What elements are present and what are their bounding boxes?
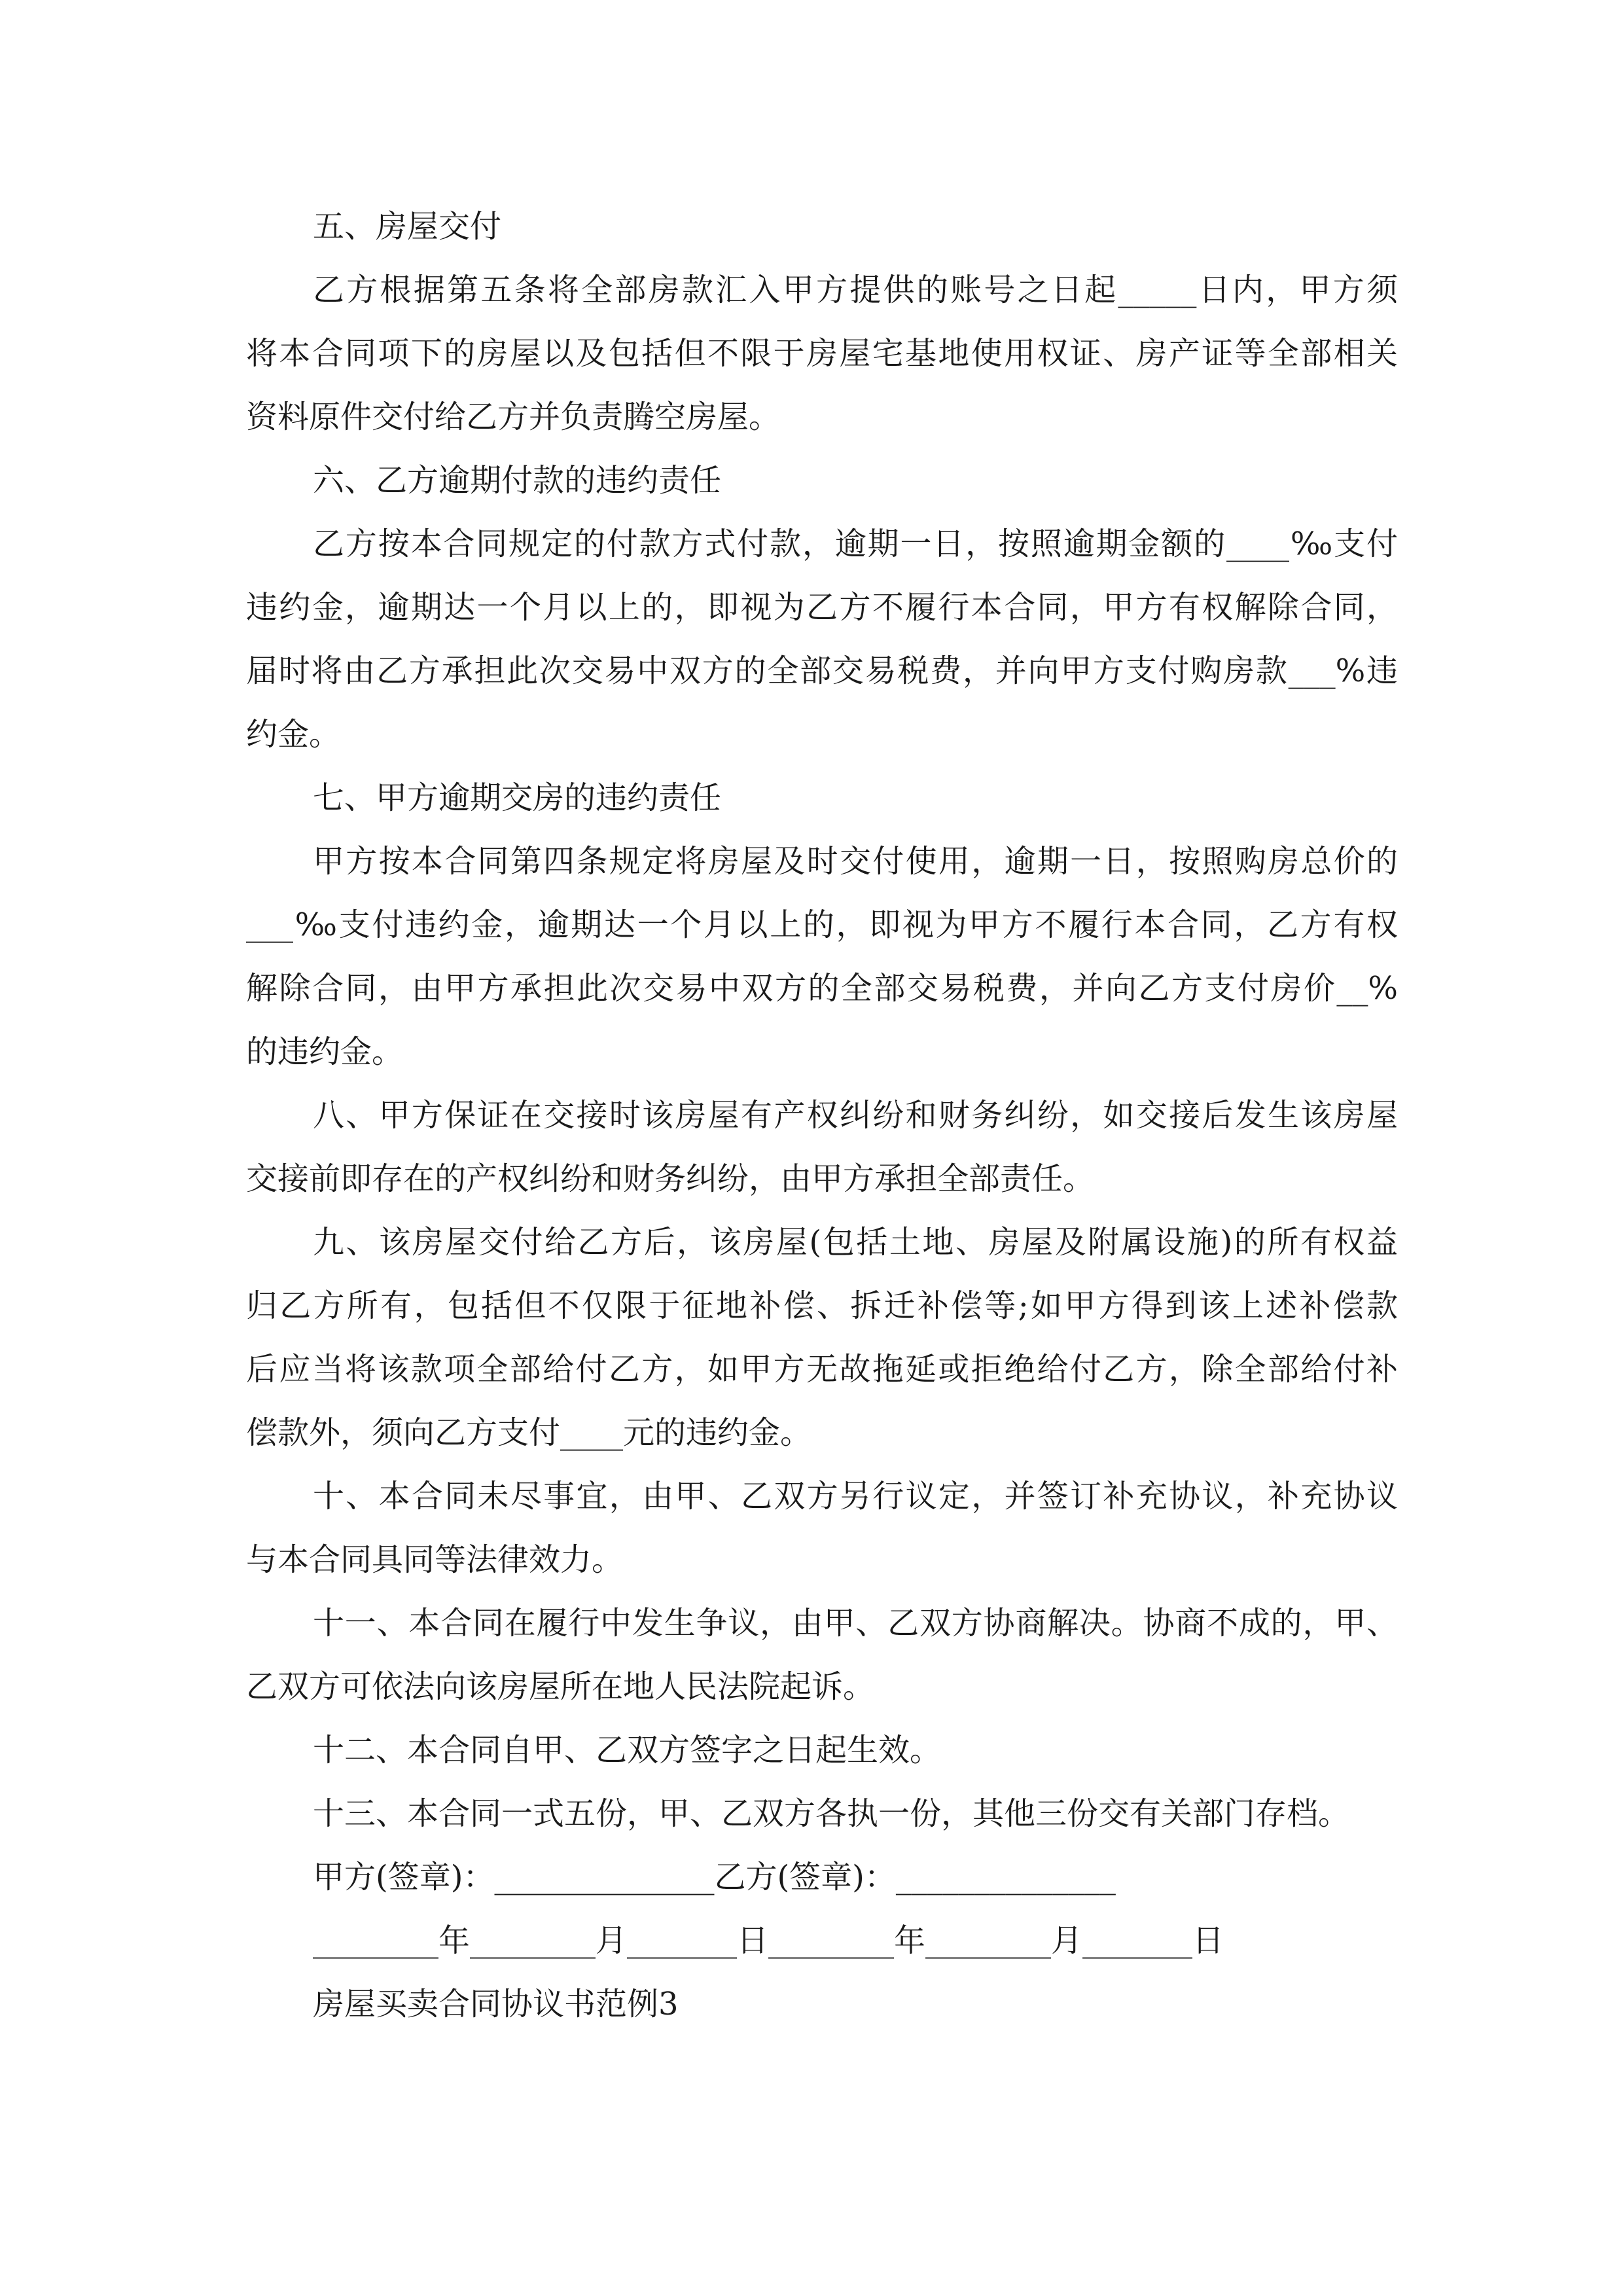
text-line: 房屋买卖合同协议书范例3 — [313, 1986, 679, 2022]
text-line: 归乙方所有，包括但不仅限于征地补偿、拆迁补偿等;如甲方得到该上述补偿款 — [246, 1287, 1398, 1324]
text-line: 偿款外，须向乙方支付____元的违约金。 — [246, 1414, 812, 1451]
paragraph-body — [246, 1465, 1398, 1592]
text-line: 与本合同具同等法律效力。 — [246, 1541, 624, 1578]
text-line: 解除合同，由甲方承担此次交易中双方的全部交易税费，并向乙方支付房价__% — [246, 970, 1398, 1007]
text-line: 甲方(签章)：______________乙方(签章)：______________ — [313, 1859, 1116, 1895]
text-line: 十、本合同未尽事宜，由甲、乙双方另行议定，并签订补充协议，补充协议 — [313, 1478, 1398, 1515]
paragraph-body — [246, 1084, 1398, 1211]
text-line: 五、房屋交付 — [313, 208, 502, 245]
text-line: 约金。 — [246, 716, 341, 753]
text-line: 违约金，逾期达一个月以上的，即视为乙方不履行本合同，甲方有权解除合同， — [246, 589, 1398, 626]
text-line: ________年________月_______日________年________月_______日 — [313, 1922, 1224, 1959]
text-line: 乙双方可依法向该房屋所在地人民法院起诉。 — [246, 1668, 875, 1705]
paragraph-body — [246, 1782, 1398, 1846]
paragraph-signature — [246, 1846, 1398, 1909]
document-page — [246, 195, 1398, 2036]
text-line: 十三、本合同一式五份，甲、乙双方各执一份，其他三份交有关部门存档。 — [313, 1795, 1350, 1832]
text-line: 乙方按本合同规定的付款方式付款，逾期一日，按照逾期金额的____‰支付 — [313, 526, 1398, 562]
paragraph-body — [246, 830, 1398, 1084]
text-line: 乙方根据第五条将全部房款汇入甲方提供的账号之日起_____日内，甲方须 — [313, 272, 1398, 308]
paragraph-body — [246, 1211, 1398, 1465]
text-line: 九、该房屋交付给乙方后，该房屋(包括土地、房屋及附属设施)的所有权益 — [313, 1224, 1398, 1261]
text-line: ___‰支付违约金，逾期达一个月以上的，即视为甲方不履行本合同，乙方有权 — [246, 906, 1398, 943]
text-line: 后应当将该款项全部给付乙方，如甲方无故拖延或拒绝给付乙方，除全部给付补 — [246, 1351, 1398, 1388]
text-line: 交接前即存在的产权纠纷和财务纠纷，由甲方承担全部责任。 — [246, 1160, 1095, 1197]
paragraph-body — [246, 1592, 1398, 1719]
text-line: 七、甲方逾期交房的违约责任 — [313, 780, 722, 816]
text-line: 资料原件交付给乙方并负责腾空房屋。 — [246, 399, 781, 435]
paragraph-heading — [246, 195, 1398, 259]
text-line: 届时将由乙方承担此次交易中双方的全部交易税费，并向甲方支付购房款___%违 — [246, 653, 1398, 689]
paragraph-body — [246, 259, 1398, 449]
text-line: 的违约金。 — [246, 1033, 404, 1070]
paragraph-body — [246, 1719, 1398, 1782]
paragraph-heading — [246, 449, 1398, 512]
text-line: 十二、本合同自甲、乙双方签字之日起生效。 — [313, 1732, 942, 1768]
text-line: 将本合同项下的房屋以及包括但不限于房屋宅基地使用权证、房产证等全部相关 — [246, 335, 1398, 372]
text-line: 六、乙方逾期付款的违约责任 — [313, 462, 722, 499]
text-line: 甲方按本合同第四条规定将房屋及时交付使用，逾期一日，按照购房总价的 — [313, 843, 1398, 880]
paragraph-date — [246, 1909, 1398, 1973]
paragraph-body — [246, 512, 1398, 766]
text-line: 十一、本合同在履行中发生争议，由甲、乙双方协商解决。协商不成的，甲、 — [313, 1605, 1398, 1641]
text-line: 八、甲方保证在交接时该房屋有产权纠纷和财务纠纷，如交接后发生该房屋 — [313, 1097, 1398, 1134]
paragraph-heading — [246, 1973, 1398, 2036]
paragraph-heading — [246, 766, 1398, 830]
